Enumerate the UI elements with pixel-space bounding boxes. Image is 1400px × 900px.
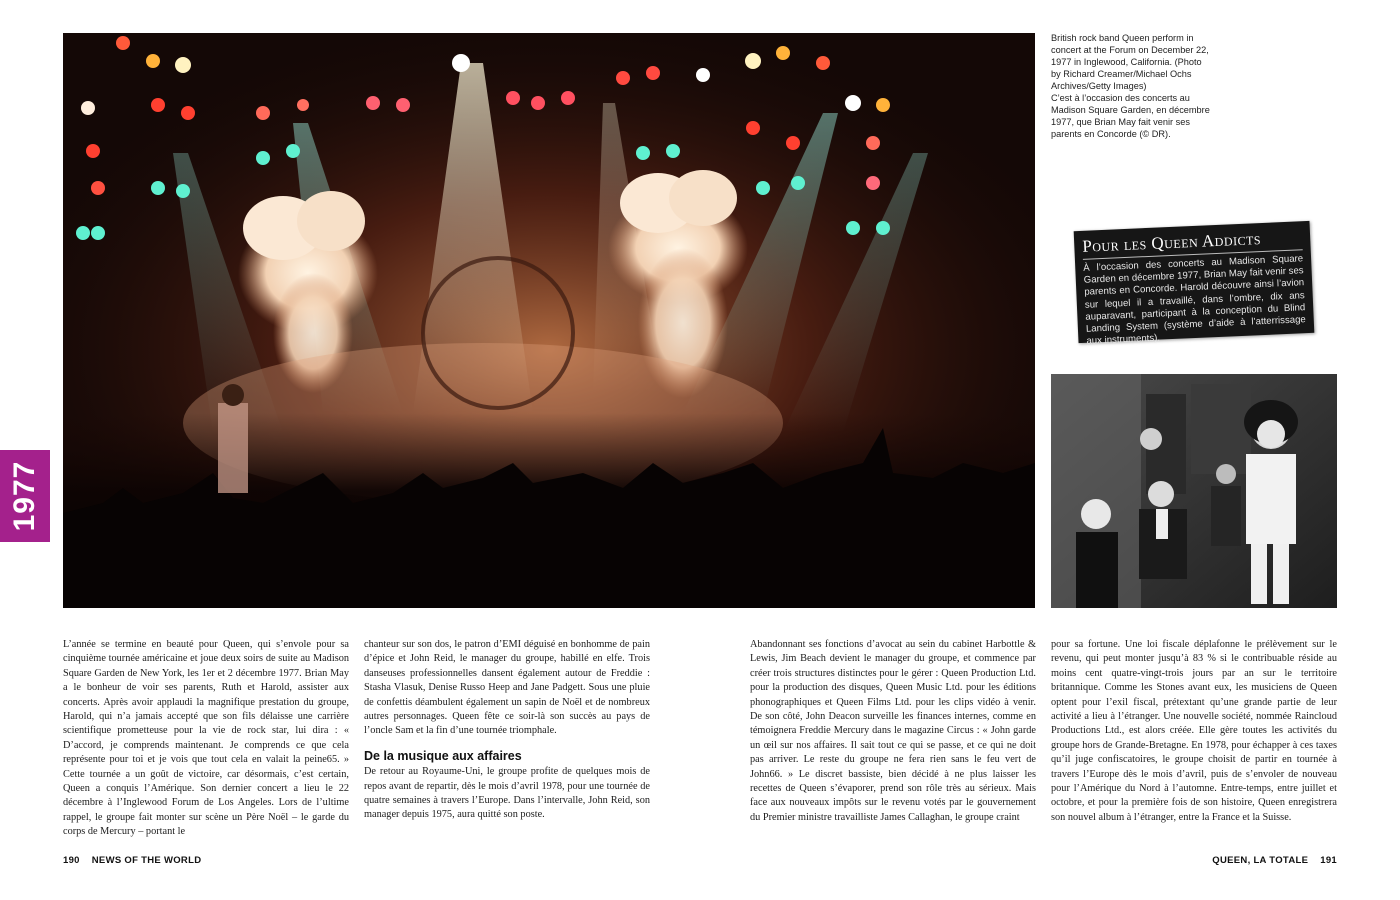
concert-photo-illustration bbox=[63, 33, 1035, 608]
queen-addicts-box bbox=[1074, 221, 1315, 347]
backstage-photo bbox=[1051, 374, 1337, 608]
folio-right bbox=[1200, 855, 1337, 866]
section-subheading: De la musique aux affaires bbox=[364, 748, 522, 763]
article-column-3 bbox=[750, 638, 1036, 825]
page-number-right: 191 bbox=[1320, 855, 1337, 866]
caption-french: C’est à l’occasion des concerts au Madison Square Garden, en décembre 1977, que Brian May fait venir ses parents en Concorde (© DR). bbox=[1051, 93, 1210, 139]
running-title-right: QUEEN, LA TOTALE bbox=[1212, 855, 1309, 866]
queen-addicts-text: À l’occasion des concerts au Madison Square Garden en décembre 1977, Brian May fait venir ses parents en Concorde. Harold découvre ainsi l’avion sur lequel il a travaillé, dans l’ombre, dix ans auparavant, participant à la conception du Blind Landing System (système d’aide à l’atterrissage aux instruments). bbox=[1083, 253, 1306, 347]
year-label: 1977 bbox=[8, 460, 41, 532]
article-column-2 bbox=[364, 638, 650, 823]
article-column-1 bbox=[63, 638, 349, 840]
article-paragraph: L’année se termine en beauté pour Queen, qui s’envole pour sa cinquième tournée américaine et joue deux soirs de suite au Madison Square Garden de New York, les 1er et 2 décembre 1977. Brian May a le bonheur de voir ses parents, Ruth et Harold, assister aux concerts. Après avoir applaudi la magnifique prestation du groupe, Harold, qui n’a jamais accepté que son fils délaisse une carrière scientifique prometteuse pour la vie de rock star, lui dira : « D’accord, je comprends maintenant. Je comprends ce que cela représente pour toi et je vois que tout cela en valait la peine65. » Cette tournée a un goût de victoire, car désormais, c’est certain, Queen a conquis l’Amérique. Son dernier concert a lieu le 22 décembre à l’Inglewood Forum de Los Angeles. Lors de l’ultime rappel, le groupe fait monter sur scène un Père Noël – le garde du corps de Mercury – portant le bbox=[63, 639, 349, 838]
backstage-photo-illustration bbox=[1051, 374, 1337, 608]
running-title-left: NEWS OF THE WORLD bbox=[91, 855, 202, 866]
year-tab bbox=[0, 450, 50, 542]
article-paragraph: Abandonnant ses fonctions d’avocat au sein du cabinet Harbottle & Lewis, Jim Beach devient le manager du groupe, et commence par créer trois structures distinctes pour le gérer : Queen Production Ltd. pour la production des disques, Queen Music Ltd. pour les éditions phonographiques et Queen Films Ltd. pour les clips vidéo à venir. De son côté, John Deacon surveille les finances internes, comme en témoignera Freddie Mercury dans le magazine Circus : « John garde un œil sur nos affaires. Il sait tout ce qui se passe, et ce qui ne doit pas arriver. Le reste du groupe ne fera rien sans le feu vert de John66. » Le discret bassiste, bien décidé à ne plus laisser les recettes de Queen s’évaporer, prend son rôle très au sérieux. Mais face aux nouveaux impôts sur le revenu votés par le gouvernement du Premier ministre travailliste James Callaghan, le groupe craint bbox=[750, 639, 1036, 823]
queen-addicts-title: Pour les Queen Addicts bbox=[1082, 227, 1303, 260]
article-paragraph: pour sa fortune. Une loi fiscale déplafonne le prélèvement sur le revenu, qui peut monter jusqu’à 83 % si le contribuable réside au moins cent quatre-vingt-trois jours par an sur le territoire britannique. Comme les Stones avant eux, les musiciens de Queen optent pour l’exil fiscal, prétextant qu’une grande partie de leur activité a lieu à l’étranger. Une nouvelle société, nommée Raincloud Productions Ltd., est alors créée. Elle gère toutes les activités du groupe hors de Grande-Bretagne. En 1978, pour échapper à ces taxes qu’il juge confiscatoires, le groupe choisit de partir en tournée à travers l’Europe dès le mois d’avril, puis de s’envoler de nouveau pour l’Amérique du Nord à l’automne. Entre-temps, entre juillet et octobre, et pour la première fois de son histoire, Queen enregistrera son nouvel album à l’étranger, entre la France et la Suisse. bbox=[1051, 639, 1337, 823]
page-number-left: 190 bbox=[63, 855, 80, 866]
caption-english: British rock band Queen perform in concert at the Forum on December 22, 1977 in Inglewood, California. (Photo by Richard Creamer/Michael Ochs Archives/Getty Images) bbox=[1051, 33, 1209, 91]
folio-left bbox=[63, 855, 201, 866]
photo-caption bbox=[1051, 32, 1211, 140]
article-paragraph: chanteur sur son dos, le patron d’EMI déguisé en bonhomme de pain d’épice et John Reid, le manager du groupe, habillé en elfe. Trois danseuses professionnelles dansent également autour de Freddie : Stasha Vlasuk, Denise Russo Heep and Jane Padgett. Sous une pluie de confettis déambulent également un sapin de Noël et de nombreux autres personnages. Queen fête ce soir-là son succès au pays de l’oncle Sam et la fin d’une tournée triomphale. bbox=[364, 639, 650, 737]
concert-photo bbox=[63, 33, 1035, 608]
article-column-4 bbox=[1051, 638, 1337, 825]
article-paragraph: De retour au Royaume-Uni, le groupe profite de quelques mois de repos avant de repartir, dès le mois d’avril 1978, pour une tournée de quatre semaines à travers l’Europe. Dans l’intervalle, John Reid, son manager depuis 1975, aura quitté son poste. bbox=[364, 766, 650, 821]
